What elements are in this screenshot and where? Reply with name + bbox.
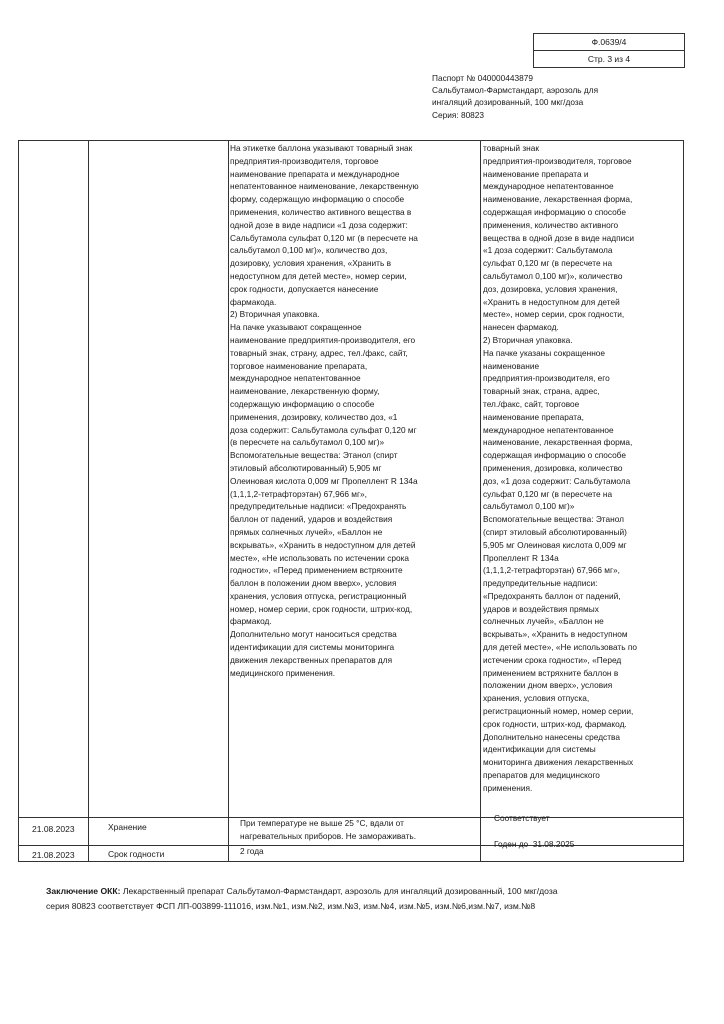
- requirement-text-line: движения лекарственных препаратов для: [230, 654, 393, 665]
- series-number: Серия: 80823: [432, 109, 485, 120]
- requirement-text-line: предприятия-производителя, торговое: [230, 155, 379, 166]
- table-border-top: [18, 140, 684, 141]
- column-divider: [88, 140, 89, 862]
- result-text-line: мониторинга движения лекарственных: [483, 757, 634, 768]
- result-text-line: вскрывать», «Хранить в недоступном: [483, 629, 628, 640]
- row-divider: [18, 845, 684, 846]
- requirement-text-line: баллон от падений, ударов и воздействия: [230, 514, 393, 525]
- requirements-cell: [230, 142, 419, 679]
- requirement-text-line: фармакода.: [230, 296, 277, 307]
- result-text-line: месте», номер серии, срок годности,: [483, 309, 625, 320]
- requirement-text-line: применения, дозировку, количество доз, «1: [230, 411, 398, 422]
- storage-requirement-line-1: При температуре не выше 25 °С, вдали от: [240, 818, 404, 828]
- form-code-box: [533, 33, 685, 68]
- shelf-life-parameter: Срок годности: [108, 849, 165, 859]
- result-text-line: сульфат 0,120 мг (в пересчете на: [483, 258, 613, 269]
- conclusion-line-1: Лекарственный препарат Сальбутамол-Фармстандарт, аэрозоль для ингаляций дозированный, 100 мкг/доза: [120, 886, 558, 896]
- result-text-line: сульфат 0,120 мг (в пересчете на: [483, 488, 613, 499]
- requirement-text-line: (в пересчете на сальбутамол 0,100 мг)»: [230, 437, 385, 448]
- requirement-text-line: хранения, условия отпуска, регистрационный: [230, 590, 407, 601]
- result-text-line: для детей месте», «Не использовать по: [483, 642, 637, 653]
- result-text-line: международное непатентованное: [483, 424, 614, 435]
- requirement-text-line: дозировку, условия хранения, «Хранить в: [230, 258, 392, 269]
- result-text-line: предприятия-производителя, его: [483, 373, 610, 384]
- result-text-line: применения.: [483, 782, 533, 793]
- form-code: Ф.0639/4: [591, 37, 627, 47]
- requirement-text-line: доза содержит: Сальбутамола сульфат 0,120 мг: [230, 424, 417, 435]
- results-cell: [483, 142, 637, 795]
- result-text-line: идентификации для системы: [483, 744, 596, 755]
- result-text-line: предприятия-производителя, торговое: [483, 155, 632, 166]
- table-border-right: [683, 140, 684, 862]
- result-text-line: товарный знак: [483, 143, 539, 153]
- shelf-life-result: Годен до 31.08.2025: [494, 839, 575, 849]
- requirement-text-line: 2) Вторичная упаковка.: [230, 309, 320, 320]
- result-text-line: срок годности, штрих-код, фармакод.: [483, 718, 627, 729]
- result-text-line: применения, количество активного: [483, 219, 619, 230]
- page-number: Стр. 3 из 4: [534, 50, 684, 67]
- result-text-line: содержащая информацию о способе: [483, 450, 626, 461]
- storage-date: 21.08.2023: [32, 824, 75, 834]
- storage-parameter: Хранение: [108, 822, 147, 832]
- requirement-text-line: Олеиновая кислота 0,009 мг Пропеллент R 134a: [230, 475, 418, 486]
- result-text-line: доз, «1 доза содержит: Сальбутамола: [483, 475, 631, 486]
- requirement-text-line: применения, количество активного вещества в: [230, 206, 412, 217]
- requirement-text-line: наименование препарата и международное: [230, 168, 400, 179]
- result-text-line: содержащая информацию о способе: [483, 206, 626, 217]
- requirement-text-line: товарный знак, страну, адрес, тел./факс, сайт,: [230, 347, 408, 358]
- result-text-line: (спирт этиловый абсолютированный): [483, 526, 627, 537]
- requirement-text-line: Дополнительно могут наноситься средства: [230, 629, 397, 640]
- requirement-text-line: годности», «Перед применением встряхните: [230, 565, 403, 576]
- column-divider: [228, 140, 229, 862]
- requirement-text-line: номер, номер серии, срок годности, штрих-код,: [230, 603, 413, 614]
- requirement-text-line: форму, содержащую информацию о способе: [230, 194, 405, 205]
- requirement-text-line: баллон в положении дном вверх», условия: [230, 578, 397, 589]
- result-text-line: международное непатентованное: [483, 181, 614, 192]
- requirement-text-line: непатентованное наименование, лекарственную: [230, 181, 419, 192]
- requirement-text-line: срок годности, допускается нанесение: [230, 283, 379, 294]
- quality-table: [18, 140, 684, 862]
- table-border-left: [18, 140, 19, 862]
- requirement-text-line: На этикетке баллона указывают товарный знак: [230, 143, 413, 153]
- result-text-line: наименование: [483, 360, 540, 371]
- result-text-line: «1 доза содержит: Сальбутамола: [483, 245, 613, 256]
- result-text-line: На пачке указаны сокращенное: [483, 347, 606, 358]
- requirement-text-line: фармакод.: [230, 616, 272, 627]
- requirement-text-line: вскрывать», «Хранить в недоступном для детей: [230, 539, 416, 550]
- requirement-text-line: идентификации для системы мониторинга: [230, 642, 395, 653]
- result-text-line: нанесен фармакод.: [483, 322, 559, 333]
- requirement-text-line: наименование предприятия-производителя, его: [230, 334, 416, 345]
- result-text-line: тел./факс, сайт, торговое: [483, 398, 580, 409]
- result-text-line: товарный знак, страна, адрес,: [483, 386, 600, 397]
- result-text-line: применения, дозировка, количество: [483, 462, 623, 473]
- table-border-bottom: [18, 861, 684, 862]
- passport-header: [432, 72, 692, 121]
- requirement-text-line: медицинского применения.: [230, 667, 336, 678]
- requirement-text-line: Сальбутамола сульфат 0,120 мг (в пересчете на: [230, 232, 418, 243]
- result-text-line: 5,905 мг Олеиновая кислота 0,009 мг: [483, 539, 627, 550]
- result-text-line: «Хранить в недоступном для детей: [483, 296, 620, 307]
- requirement-text-line: недоступном для детей месте», номер серии,: [230, 270, 407, 281]
- requirement-text-line: На пачке указывают сокращенное: [230, 322, 362, 333]
- result-text-line: хранения, условия отпуска,: [483, 693, 590, 704]
- requirement-text-line: наименование, лекарственную форму,: [230, 386, 380, 397]
- result-text-line: вещества в одной дозе в виде надписи: [483, 232, 635, 243]
- result-text-line: 2) Вторичная упаковка.: [483, 334, 573, 345]
- requirement-text-line: предупредительные надписи: «Предохранять: [230, 501, 407, 512]
- result-text-line: препаратов для медицинского: [483, 770, 600, 781]
- result-text-line: Пропеллент R 134a: [483, 552, 559, 563]
- result-text-line: регистрационный номер, номер серии,: [483, 706, 634, 717]
- result-text-line: доз, дозировка, условия хранения,: [483, 283, 618, 294]
- shelf-life-date: 21.08.2023: [32, 850, 75, 860]
- conclusion-label: Заключение ОКК:: [46, 886, 121, 896]
- requirement-text-line: одной дозе в виде надписи «1 доза содержит:: [230, 219, 408, 230]
- shelf-life-requirement: 2 года: [240, 846, 264, 856]
- passport-number: Паспорт № 040000443879: [432, 73, 533, 83]
- conclusion-line-2: серия 80823 соответствует ФСП ЛП-003899-111016, изм.№1, изм.№2, изм.№3, изм.№4, изм.№5, изм.№6,изм.№7, изм.№8: [46, 901, 536, 911]
- result-text-line: применением встряхните баллон в: [483, 667, 619, 678]
- requirement-text-line: этиловый абсолютированный) 5,905 мг: [230, 462, 382, 473]
- column-divider: [480, 140, 481, 862]
- result-text-line: сальбутамол 0,100 мг)»: [483, 501, 575, 512]
- result-text-line: предупредительные надписи:: [483, 578, 598, 589]
- result-text-line: Вспомогательные вещества: Этанол: [483, 514, 624, 525]
- product-name-line-2: ингаляций дозированный, 100 мкг/доза: [432, 97, 584, 108]
- storage-requirement-line-2: нагревательных приборов. Не замораживать.: [240, 831, 416, 841]
- result-text-line: положении дном вверх», условия: [483, 680, 613, 691]
- product-name-line-1: Сальбутамол-Фармстандарт, аэрозоль для: [432, 85, 599, 96]
- requirement-text-line: сальбутамол 0,100 мг)», количество доз,: [230, 245, 388, 256]
- requirement-text-line: (1,1,1,2-тетрафторэтан) 67,966 мг»,: [230, 488, 367, 499]
- result-text-line: (1,1,1,2-тетрафторэтан) 67,966 мг»,: [483, 565, 620, 576]
- requirement-text-line: торговое наименование препарата,: [230, 360, 368, 371]
- result-text-line: солнечных лучей», «Баллон не: [483, 616, 604, 627]
- requirement-text-line: прямых солнечных лучей», «Баллон не: [230, 526, 383, 537]
- requirement-text-line: международное непатентованное: [230, 373, 361, 384]
- result-text-line: наименование, лекарственная форма,: [483, 437, 633, 448]
- requirement-text-line: содержащую информацию о способе: [230, 398, 375, 409]
- requirement-text-line: Вспомогательные вещества: Этанол (спирт: [230, 450, 398, 461]
- result-text-line: ударов и воздействия прямых: [483, 603, 599, 614]
- result-text-line: «Предохранять баллон от падений,: [483, 590, 621, 601]
- result-text-line: сальбутамол 0,100 мг)», количество: [483, 270, 623, 281]
- result-text-line: наименование препарата и: [483, 168, 589, 179]
- requirement-text-line: месте», «Не использовать по истечении срока: [230, 552, 410, 563]
- result-text-line: наименование, лекарственная форма,: [483, 194, 633, 205]
- result-text-line: наименование препарата,: [483, 411, 584, 422]
- qc-conclusion: [46, 884, 686, 914]
- result-text-line: Дополнительно нанесены средства: [483, 731, 620, 742]
- result-text-line: истечении срока годности», «Перед: [483, 654, 622, 665]
- storage-result: Соответствует: [494, 813, 550, 823]
